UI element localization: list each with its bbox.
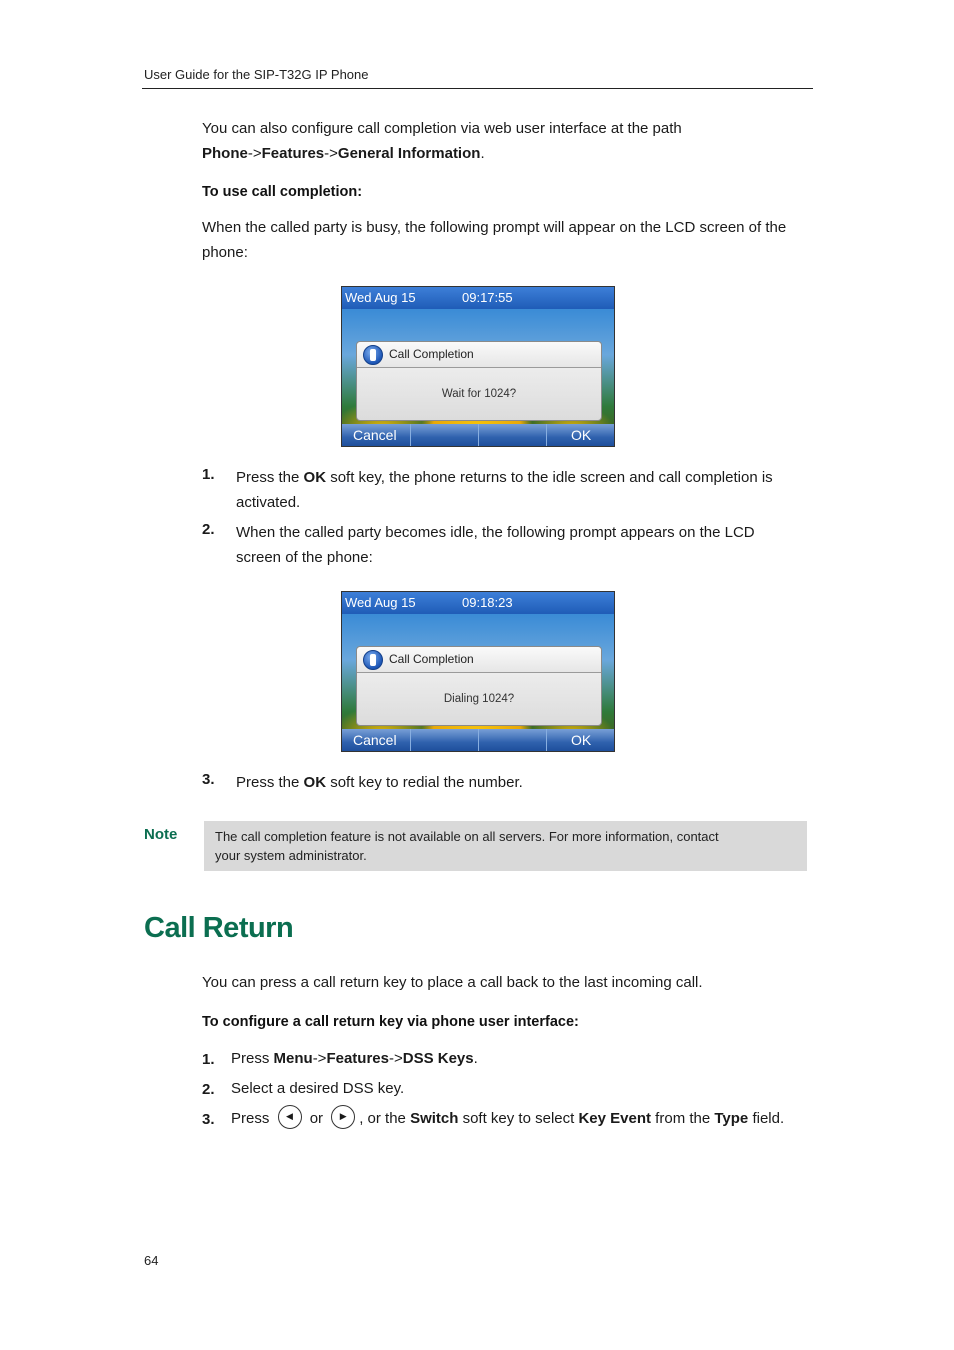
ok-key-label: OK [303, 774, 327, 791]
cr-step-3-pre: Press [231, 1110, 270, 1127]
path-end: . [480, 145, 485, 162]
dialog-message: Wait for 1024? [441, 388, 517, 400]
dialog-title: Call Completion [389, 347, 474, 361]
busy-paragraph [202, 215, 817, 265]
step-1-pre: Press the [236, 469, 304, 486]
note-line2: your system administrator. [215, 848, 367, 863]
cr-step-2-number: 2. [202, 1081, 215, 1098]
period: . [473, 1050, 478, 1067]
step-1-text [236, 465, 816, 515]
step-1-post: soft key, the phone returns to the idle screen and call completion is [326, 469, 773, 486]
softkey-ok-label: OK [571, 732, 592, 748]
wallpaper [342, 309, 614, 424]
cr-step-3-text [231, 1106, 831, 1131]
softkey-cancel-label: Cancel [353, 732, 397, 748]
menu-label: Menu [273, 1050, 313, 1067]
wallpaper [342, 614, 614, 729]
softkey-empty-2[interactable] [411, 729, 479, 751]
step-3-number: 3. [202, 771, 215, 788]
dss-keys-label: DSS Keys [402, 1050, 474, 1067]
cr-step-1-pre: Press [231, 1050, 274, 1067]
path-phone: Phone [202, 145, 248, 162]
dialog-title-bar [357, 342, 601, 368]
section-title: Call Return [144, 912, 294, 944]
path-features: Features [261, 145, 325, 162]
intro-paragraph [202, 116, 682, 166]
nav-left-icon: ◀ [278, 1105, 302, 1129]
status-bar [342, 287, 614, 309]
path-sep1: -> [247, 145, 262, 162]
screen-date: Wed Aug 15 [345, 595, 416, 610]
sep: -> [388, 1050, 403, 1067]
softkey-cancel[interactable] [342, 729, 411, 751]
step-3-text [236, 770, 816, 795]
softkey-bar [342, 729, 614, 751]
switch-label: Switch [410, 1110, 459, 1127]
cr-step-3-post: field. [748, 1110, 785, 1127]
cr-step-3-number: 3. [202, 1111, 215, 1128]
softkey-cancel[interactable] [342, 424, 411, 446]
cr-step-1-text [231, 1046, 478, 1071]
use-heading: To use call completion: [202, 184, 363, 200]
dialog-message: Dialing 1024? [443, 693, 515, 705]
softkey-ok-label: OK [571, 427, 592, 443]
cr-step-2-text: Select a desired DSS key. [231, 1080, 405, 1097]
note-text [215, 827, 800, 865]
screen-time: 09:17:55 [462, 290, 513, 305]
step-1-number: 1. [202, 466, 215, 483]
screen-time: 09:18:23 [462, 595, 513, 610]
step-2-number: 2. [202, 521, 215, 538]
nav-right-icon: ▶ [331, 1105, 355, 1129]
running-header: User Guide for the SIP-T32G IP Phone [144, 67, 369, 82]
note-box [204, 821, 807, 871]
busy-line2: phone: [202, 244, 248, 261]
ok-key-label: OK [303, 469, 327, 486]
softkey-empty-3[interactable] [479, 729, 547, 751]
note-label: Note [144, 826, 178, 843]
cr-step-3-mid: , or the [359, 1110, 411, 1127]
info-icon [363, 345, 383, 365]
softkey-ok[interactable] [547, 424, 614, 446]
softkey-empty-2[interactable] [411, 424, 479, 446]
softkey-bar [342, 424, 614, 446]
softkey-cancel-label: Cancel [353, 427, 397, 443]
step-2-line1: When the called party becomes idle, the following prompt appears on the LCD [236, 524, 755, 541]
call-return-intro: You can press a call return key to place a call back to the last incoming call. [202, 974, 703, 991]
status-bar [342, 592, 614, 614]
call-completion-dialog [356, 646, 602, 726]
cr-step-1-number: 1. [202, 1051, 215, 1068]
cr-step-3-mid2: soft key to select [458, 1110, 579, 1127]
screen-date: Wed Aug 15 [345, 290, 416, 305]
step-3-pre: Press the [236, 774, 304, 791]
info-icon [363, 650, 383, 670]
or-word: or [309, 1110, 324, 1127]
cr-step-3-mid3: from the [651, 1110, 715, 1127]
dialog-title: Call Completion [389, 652, 474, 666]
note-line1: The call completion feature is not available on all servers. For more information, contact [215, 829, 719, 844]
step-2-line2: screen of the phone: [236, 549, 373, 566]
phone-screen-2 [341, 591, 615, 752]
intro-path [202, 141, 682, 166]
page-number: 64 [144, 1253, 159, 1268]
features-label: Features [326, 1050, 389, 1067]
step-1-line2: activated. [236, 494, 301, 511]
softkey-ok[interactable] [547, 729, 614, 751]
key-event-label: Key Event [578, 1110, 652, 1127]
intro-line1: You can also configure call completion via web user interface at the path [202, 120, 682, 137]
type-label: Type [714, 1110, 749, 1127]
sep: -> [312, 1050, 327, 1067]
dialog-title-bar [357, 647, 601, 673]
softkey-empty-3[interactable] [479, 424, 547, 446]
phone-screen-1 [341, 286, 615, 447]
busy-line1: When the called party is busy, the following prompt will appear on the LCD screen of the [202, 219, 787, 236]
path-general: General Information [337, 145, 481, 162]
config-heading: To configure a call return key via phone user interface: [202, 1014, 579, 1030]
step-3-post: soft key to redial the number. [326, 774, 523, 791]
header-rule [142, 88, 813, 89]
step-2-text [236, 520, 816, 570]
path-sep2: -> [324, 145, 338, 162]
call-completion-dialog [356, 341, 602, 421]
